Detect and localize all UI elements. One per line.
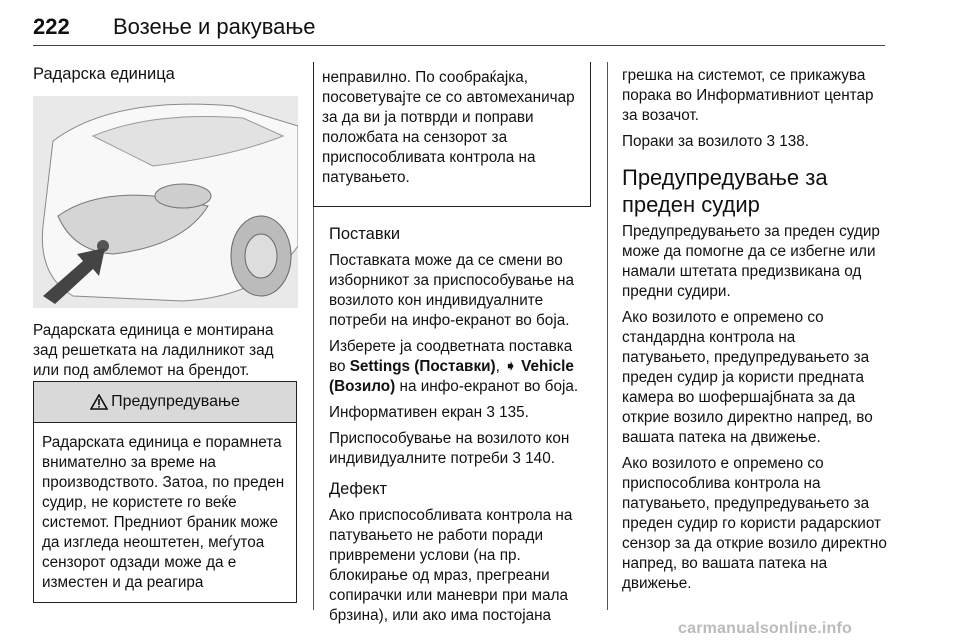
warning-header [34,382,296,423]
col3-paragraph-2 [622,132,887,152]
col3-paragraph-4: Ако возилото е опремено со стандардна контрола на патувањето, предупредувањето за преден судир ја користи предната камера во шофершајбната за да открие возило директно напред, во вашата патека на движење. [622,309,873,446]
settings-p4-text: Приспособување на возилото кон индивидуалните потреби [329,430,570,467]
page-title: Возење и ракување [113,14,316,39]
column-1-text [33,321,298,387]
settings-p2-sep: , [495,358,505,375]
section-heading-fcw: Предупредување за преден судир [622,165,828,217]
col3-p2-text: Пораки за возилото [622,133,767,150]
column-3 [622,66,887,600]
settings-p2-text: Изберете ја соодветната поставка во [329,338,573,375]
settings-p2-end: на инфо-екранот во боја. [395,378,579,395]
settings-paragraph-3 [329,403,591,423]
col3-paragraph-3: Предупредувањето за преден судир може да помогне да се избегне или намали штетата предизвикана од предни судири. [622,223,880,300]
col3-paragraph-5: Ако возилото е опремено со приспособлива контрола на патувањето, предупредувањето за преден судир го користи радарскиот сензор за да открие возило директно напред, во вашата патека на движење. [622,455,887,592]
section-heading-radar-unit: Радарска единица [33,65,175,83]
radar-unit-description: Радарската единица е монтирана зад решетката на ладилникот зад или под амблемот на брендот. [33,322,274,379]
warning-box [33,381,297,603]
page-header [33,14,316,40]
menu-vehicle: Vehicle (Возило) [329,358,574,395]
warning-title: Предупредување [111,393,240,410]
car-front-illustration [33,96,298,308]
warning-box-continued [313,62,591,207]
page-reference: 3 135. [486,404,529,421]
menu-arrow-icon: ➧ [504,358,517,375]
column-2 [329,224,591,632]
column-divider-2 [607,62,608,610]
menu-settings: Settings (Поставки) [349,358,496,375]
col3-paragraph-1: грешка на системот, се прикажува порака во Информативниот центар за возачот. [622,67,874,124]
column-1 [33,64,298,84]
page-reference: 3 138. [766,133,810,150]
header-rule [33,45,885,46]
settings-paragraph-1: Поставката може да се смени во изборникот за приспособување на возилото кон индивидуалните потреби на инфо-екранот во боја. [329,252,574,329]
watermark: carmanualsonline.info [678,620,853,637]
section-heading-fault: Дефект [329,480,388,498]
warning-triangle-icon [90,394,108,410]
section-heading-settings: Поставки [329,225,401,243]
warning-text: Радарската единица е порамнета внимателно за време на производството. Затоа, по преден судир, не користете го веќе системот. Предниот браник може да изгледа неоштетен, меѓутоа сензорот одзади може да е изместен и да реагира [42,434,285,591]
page-reference: 3 140. [512,450,555,467]
fault-paragraph: Ако приспособливата контрола на патувањето не работи поради привремени услови (на пр. блокирање од мраз, прегреани сопирачки или маневри при мала брзина), или ако има постојана [329,507,573,624]
page-number: 222 [33,14,70,39]
settings-paragraph-2 [329,337,591,397]
settings-paragraph-4 [329,429,591,469]
settings-p3-text: Информативен екран [329,404,487,421]
warning-continued-text: неправилно. По сообраќајка, посоветувајте се со автомеханичар за да ви ја потврди и поправи положбата на сензорот за приспособливата контрола на патувањето. [322,69,575,186]
